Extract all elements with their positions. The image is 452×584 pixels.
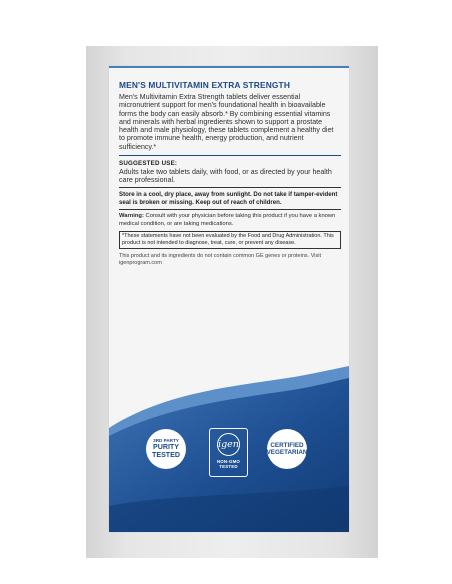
vegetarian-badge-line2: VEGETARIAN xyxy=(266,449,308,456)
suggested-use-heading: SUGGESTED USE: xyxy=(119,160,178,168)
purity-tested-badge xyxy=(146,429,186,469)
top-accent-line xyxy=(109,66,349,68)
non-gmo-note: This product and its ingredients do not contain common GE genes or proteins. Visit igenprogram.com xyxy=(119,252,321,266)
product-title: MEN'S MULTIVITAMIN EXTRA STRENGTH xyxy=(119,80,291,90)
divider xyxy=(119,209,341,210)
divider xyxy=(119,155,341,156)
panel-content xyxy=(119,80,341,266)
product-description: Men's Multivitamin Extra Strength tablets deliver essential micronutrient support for men's foundational health in bioavailable forms the body can easily absorb.* By combining essential vitamins and minerals with herbal ingredients shown to support a prostate health and male physiology, these tablets complement a healthy diet to promote immune health, energy production, and nutrient sufficiency.* xyxy=(119,93,334,151)
vegetarian-badge-line1: CERTIFIED xyxy=(270,441,304,449)
igen-badge-text xyxy=(217,459,240,469)
purity-badge-small-text: 3RD PARTY xyxy=(153,438,179,444)
warning-label: Warning: xyxy=(119,213,144,220)
purity-badge-line1: PURITY xyxy=(152,442,179,451)
igen-non-gmo-badge xyxy=(209,428,248,477)
purity-badge-line2: TESTED xyxy=(152,450,180,459)
igen-badge-line2: TESTED xyxy=(219,464,238,469)
divider xyxy=(119,187,341,188)
fda-disclaimer-box: *These statements have not been evaluated by the Food and Drug Administration. This product is not intended to diagnose, treat, cure, or prevent any disease. xyxy=(119,231,341,249)
product-box-side-panel xyxy=(109,66,349,532)
warning-text: Consult with your physician before taking this product if you have a known medical condition, or are taking medications. xyxy=(119,213,336,227)
certified-vegetarian-badge xyxy=(267,429,307,469)
storage-instructions: Store in a cool, dry place, away from sunlight. Do not take if tamper-evident seal is broken or missing. Keep out of reach of children. xyxy=(119,191,338,206)
warning-statement xyxy=(119,213,341,227)
igen-badge-line1: NON-GMO xyxy=(216,459,241,464)
suggested-use-text: Adults take two tablets daily, with food, or as directed by your health care professional. xyxy=(119,168,332,185)
igen-logo-icon: igen xyxy=(217,433,240,456)
